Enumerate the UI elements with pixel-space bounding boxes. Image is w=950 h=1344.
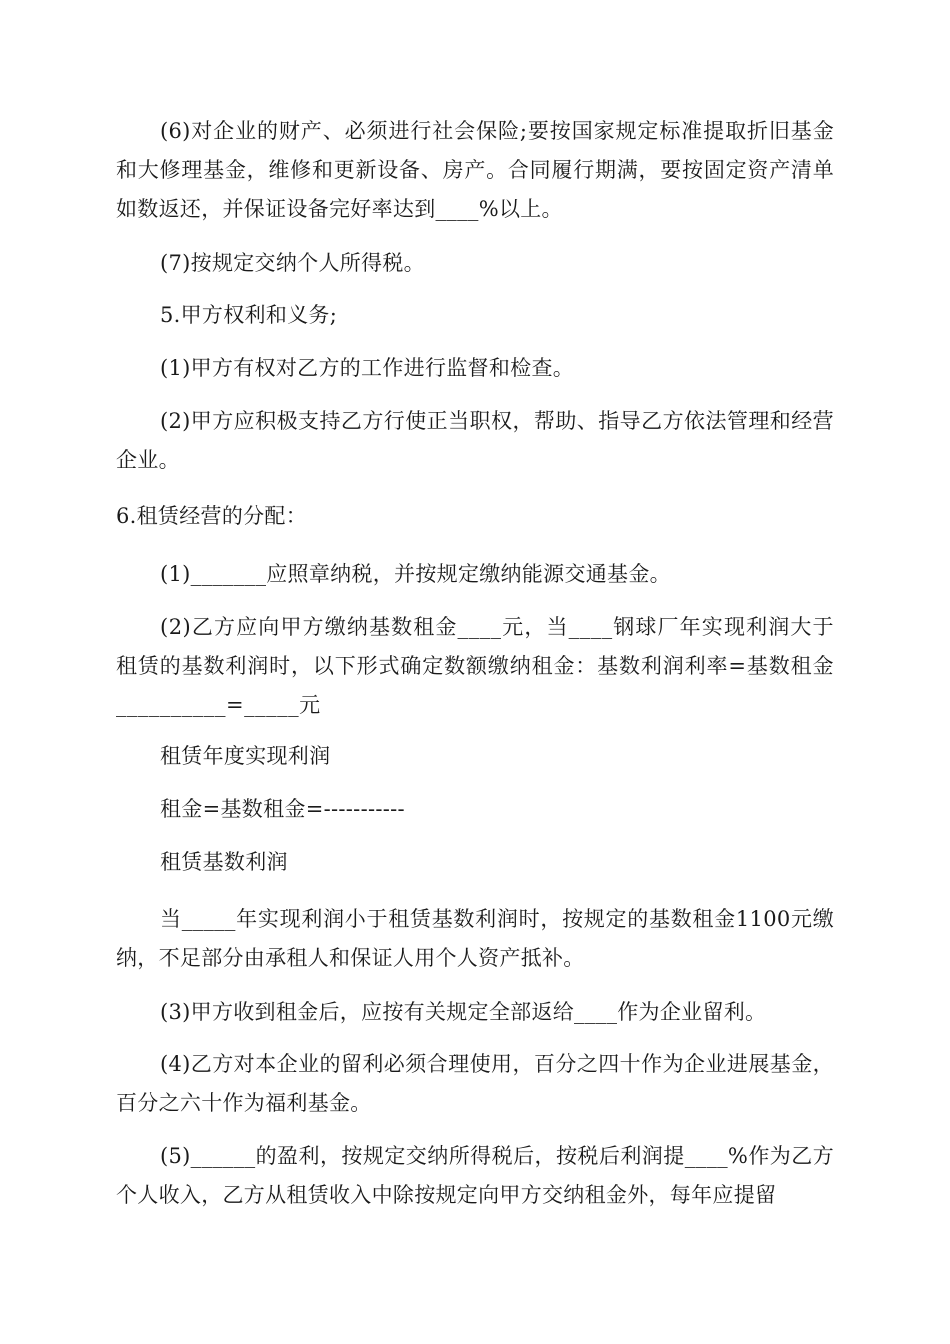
formula-line: 租金=基数租金=----------- xyxy=(160,797,405,821)
clause-6-2-base-rent: (2)乙方应向甲方缴纳基数租金____元，当____钢球厂年实现利润大于租赁的基数利润时，以下形式确定数额缴纳租金：基数利润利率=基数租金__________=_____元 xyxy=(116,615,834,717)
formula-numerator: 租赁年度实现利润 xyxy=(160,744,331,768)
clause-6-5-profit-share: (5)______的盈利，按规定交纳所得税后，按税后利润提____%作为乙方个人收入，乙方从租赁收入中除按规定向甲方交纳租金外，每年应提留 xyxy=(116,1144,834,1207)
clause-6-1-tax: (1)_______应照章纳税，并按规定缴纳能源交通基金。 xyxy=(160,562,671,586)
clause-5-2-support: (2)甲方应积极支持乙方行使正当职权，帮助、指导乙方依法管理和经营企业。 xyxy=(116,409,834,472)
clause-6-4-retained-profit: (4)乙方对本企业的留利必须合理使用，百分之四十作为企业进展基金，百分之六十作为福利基金。 xyxy=(116,1052,834,1115)
section-5-heading: 5.甲方权利和义务; xyxy=(160,303,338,327)
clause-6-3-return: (3)甲方收到租金后，应按有关规定全部返给____作为企业留利。 xyxy=(160,1000,767,1024)
clause-6-property-insurance: (6)对企业的财产、必须进行社会保险;要按国家规定标准提取折旧基金和大修理基金，维修和更新设备、房产。合同履行期满，要按固定资产清单如数返还，并保证设备完好率达到____%以上。 xyxy=(116,119,834,221)
section-6-heading: 6.租赁经营的分配： xyxy=(116,504,308,528)
formula-denominator: 租赁基数利润 xyxy=(160,850,288,874)
clause-shortfall: 当_____年实现利润小于租赁基数利润时，按规定的基数租金1100元缴纳，不足部分由承租人和保证人用个人资产抵补。 xyxy=(116,907,834,970)
clause-7-income-tax: (7)按规定交纳个人所得税。 xyxy=(160,251,425,275)
clause-5-1-supervision: (1)甲方有权对乙方的工作进行监督和检查。 xyxy=(160,356,575,380)
